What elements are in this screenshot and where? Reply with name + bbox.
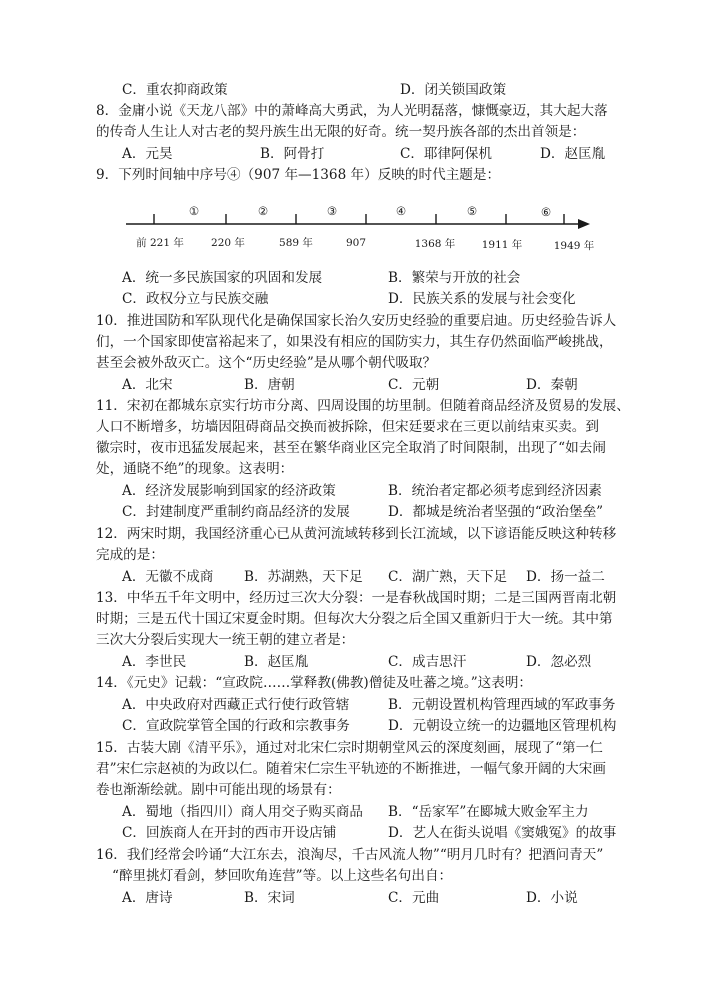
option-a: A．唐诗 [122, 890, 173, 906]
option-d: D．秦朝 [526, 377, 578, 393]
option-b: B．统治者定都必须考虑到经济因素 [388, 483, 602, 499]
period-marker: ② [257, 204, 269, 218]
arrow-head-icon [578, 219, 590, 229]
question-stem: 9．下列时间轴中序号④（907 年—1368 年）反映的时代主题是： [96, 167, 501, 183]
question-stem: 人口不断增多，坊墙因阻碍商品交换而被拆除，但宋廷要求在三更以前结束买卖。到 [96, 419, 599, 435]
question-stem: 11．宋初在都城东京实行坊市分离、四周设围的坊里制。但随着商品经济及贸易的发展、 [96, 398, 630, 414]
option-d: D．都城是统治者坚强的“政治堡垒” [388, 504, 604, 520]
option-b: B．“岳家军”在郾城大败金军主力 [388, 804, 589, 820]
option-d: D．艺人在街头说唱《窦娥冤》的故事 [388, 825, 617, 841]
option-c: C．回族商人在开封的西市开设店铺 [122, 825, 337, 841]
option-c: C．重农抑商政策 [122, 82, 228, 98]
question-stem: 14．《元史》记载：“宣政院……掌释教(佛教)僧徒及吐蕃之境。”这表明： [96, 675, 533, 691]
year-label: 1368 年 [414, 238, 456, 250]
question-stem: “醉里挑灯看剑，梦回吹角连营”等。以上这些名句出自： [112, 868, 453, 884]
option-a: A．统一多民族国家的巩固和发展 [122, 270, 323, 286]
period-marker: ⑥ [540, 205, 552, 219]
question-stem: 徽宗时，夜市迅猛发展起来，甚至在繁华商业区完全取消了时间限制，出现了“如去闹 [96, 440, 606, 456]
option-c: C．元朝 [388, 377, 440, 393]
option-d: D．民族关系的发展与社会变化 [388, 291, 576, 307]
question-stem: 卷也渐渐绘就。剧中可能出现的场景有： [96, 782, 341, 798]
year-label: 907 [345, 237, 367, 249]
option-a: A．李世民 [122, 654, 187, 670]
option-a: A．北宋 [122, 377, 173, 393]
question-stem: 们，一个国家即使富裕起来了，如果没有相应的国防实力，其生存仍然面临严峻挑战， [96, 334, 613, 350]
question-stem: 君”宋仁宗赵祯的为政以仁。随着宋仁宗生平轨迹的不断推进，一幅气象开阔的大宋画 [96, 761, 606, 777]
question-stem: 10．推进国防和军队现代化是确保国家长治久安历史经验的重要启迪。历史经验告诉人 [96, 313, 617, 329]
question-stem: 8．金庸小说《天龙八部》中的萧峰高大勇武，为人光明磊落，慷慨豪迈，其大起大落 [96, 103, 608, 119]
option-a: A．经济发展影响到国家的经济政策 [122, 483, 336, 499]
option-d: D．元朝设立统一的边疆地区管理机构 [388, 718, 617, 734]
year-label: 220 年 [211, 237, 245, 249]
question-stem: 甚至会被外敌灭亡。这个“历史经验”是从哪个朝代吸取？ [96, 355, 437, 371]
question-stem: 完成的是： [96, 547, 164, 563]
option-a: A．中央政府对西藏正式行使行政管辖 [122, 697, 350, 713]
option-b: B．繁荣与开放的社会 [388, 270, 521, 286]
period-marker: ④ [395, 204, 407, 218]
option-d: D．小说 [526, 890, 578, 906]
option-a: A．元昊 [122, 146, 173, 162]
timeline-ticks [154, 214, 564, 224]
option-a: A．无徽不成商 [122, 569, 214, 585]
option-c: C．宣政院掌管全国的行政和宗教事务 [122, 718, 350, 734]
option-b: B．唐朝 [244, 377, 295, 393]
question-stem: 处，通晓不绝”的现象。这表明： [96, 461, 294, 477]
option-d: D．扬一益二 [526, 569, 605, 585]
year-label: 1911 年 [481, 239, 523, 251]
question-stem: 16．我们经常会吟诵“大江东去，浪淘尽，千古风流人物”“明月几时有？把酒问青天” [96, 847, 604, 863]
year-label: 1949 年 [553, 240, 595, 252]
option-d: D．忽必烈 [526, 654, 592, 670]
option-b: B．阿骨打 [260, 146, 325, 162]
option-c: C．湖广熟，天下足 [388, 569, 508, 585]
option-c: C．耶律阿保机 [400, 146, 492, 162]
option-a: A．蜀地（指四川）商人用交子购买商品 [122, 804, 363, 820]
option-c: C．封建制度严重制约商品经济的发展 [122, 504, 350, 520]
question-stem: 时期；三是五代十国辽宋夏金时期。但每次大分裂之后全国又重新归于大一统。其中第 [96, 611, 613, 627]
option-b: B．元朝设置机构管理西域的军政事务 [388, 697, 616, 713]
question-stem: 三次大分裂后实现大一统王朝的建立者是： [96, 632, 355, 648]
question-stem: 15．古装大剧《清平乐》，通过对北宋仁宗时期朝堂风云的深度刻画，展现了“第一仁 [96, 740, 603, 756]
option-d: D．闭关锁国政策 [400, 82, 507, 98]
question-stem: 13．中华五千年文明中，经历过三次大分裂：一是春秋战国时期；二是三国两晋南北朝 [96, 590, 617, 606]
option-b: B．苏湖熟，天下足 [244, 569, 363, 585]
question-stem: 12．两宋时期，我国经济重心已从黄河流域转移到长江流域，以下谚语能反映这种转移 [96, 526, 617, 542]
year-label: 前 221 年 [136, 237, 184, 249]
question-stem: 的传奇人生让人对古老的契丹族生出无限的好奇。统一契丹族各部的杰出首领是： [96, 124, 586, 140]
option-b: B．宋词 [244, 890, 295, 906]
period-marker: ⑤ [466, 204, 478, 218]
period-marker: ③ [326, 204, 338, 218]
option-c: C．成吉思汗 [388, 654, 467, 670]
option-b: B．赵匡胤 [244, 654, 309, 670]
year-label: 589 年 [279, 237, 313, 249]
timeline-figure [120, 200, 600, 262]
option-c: C．元曲 [388, 890, 440, 906]
option-c: C．政权分立与民族交融 [122, 291, 269, 307]
option-d: D．赵匡胤 [540, 146, 606, 162]
period-marker: ① [188, 204, 200, 218]
